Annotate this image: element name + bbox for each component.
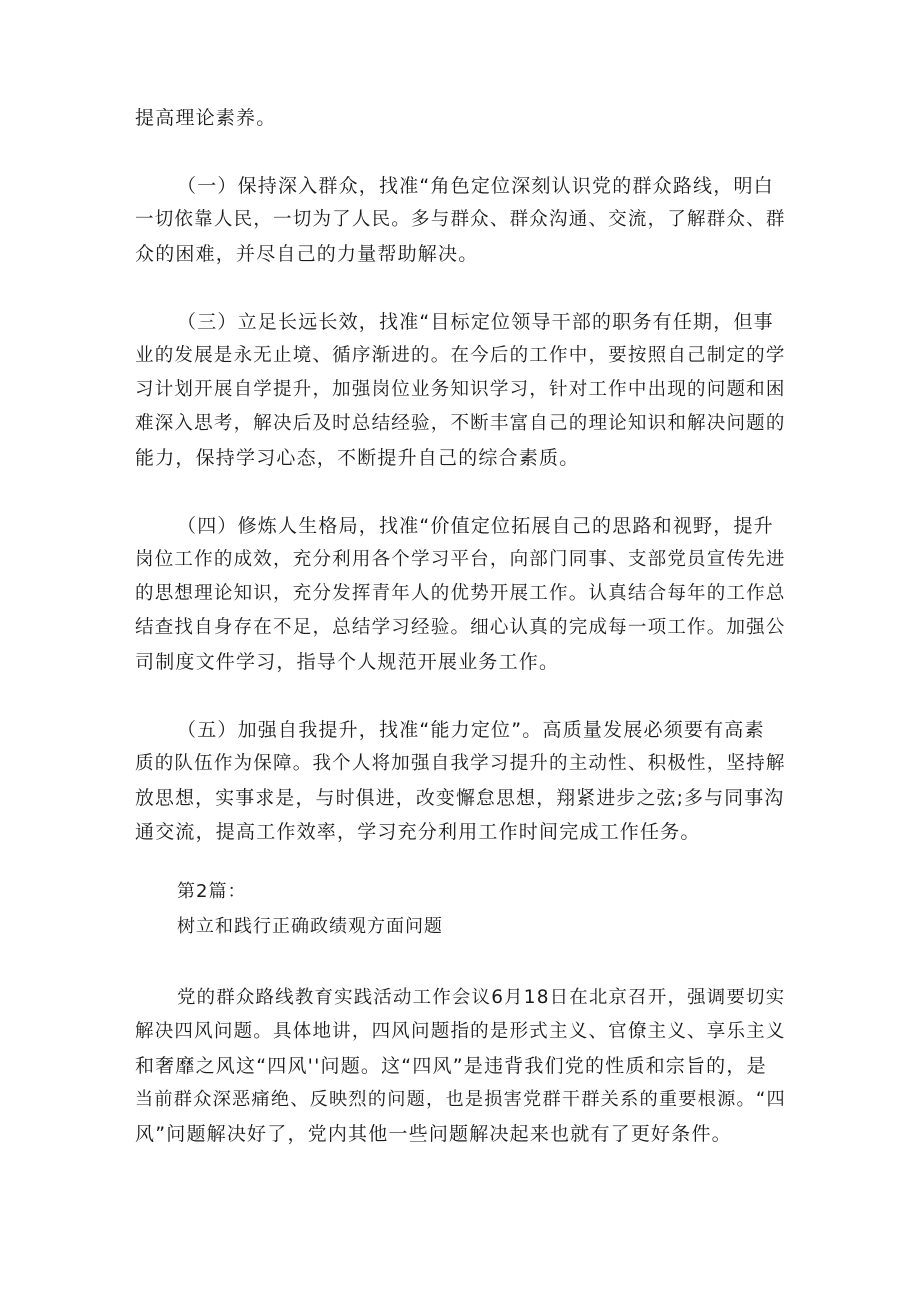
paragraph-line: 党的群众路线教育实践活动工作会议6月18日在北京召开，强调要切实 (177, 987, 786, 1008)
section-label: 第2篇： (177, 881, 247, 902)
paragraph-line: 结查找自身存在不足，总结学习经验。细心认真的完成每一项工作。加强公 (135, 617, 786, 638)
paragraph-line: 当前群众深恶痛绝、反映烈的问题，也是损害党群干群关系的重要根源。“四 (135, 1089, 786, 1110)
paragraph-line: 质的队伍作为保障。我个人将加强自我学习提升的主动性、积极性，坚持解 (135, 753, 786, 774)
paragraph-line: （一）保持深入群众，找准“角色定位深刻认识党的群众路线，明白 (177, 175, 774, 197)
paragraph-line: （五）加强自我提升，找准“能力定位”。高质量发展必须要有高素 (177, 719, 765, 741)
paragraph-line: 通交流，提高工作效率，学习充分利用工作时间完成工作任务。 (135, 821, 701, 843)
paragraph-line: 司制度文件学习，指导个人规范开展业务工作。 (135, 651, 560, 673)
paragraph-line: （四）修炼人生格局，找准“价值定位拓展自己的思路和视野，提升 (177, 515, 774, 537)
paragraph-line: 解决四风问题。具体地讲，四风问题指的是形式主义、官僚主义、享乐主义 (135, 1021, 786, 1042)
paragraph-line: 和奢靡之风这“四风''问题。这“四风”是违背我们党的性质和宗旨的，是 (135, 1055, 767, 1077)
paragraph-line: 一切依靠人民，一切为了人民。多与群众、群众沟通、交流，了解群众、群 (135, 209, 786, 230)
paragraph-line: 众的困难，并尽自己的力量帮助解决。 (135, 243, 479, 265)
paragraph-line: 的思想理论知识，充分发挥青年人的优势开展工作。认真结合每年的工作总 (135, 583, 786, 604)
paragraph-line: 岗位工作的成效，充分利用各个学习平台，向部门同事、支部党员宣传先进 (135, 549, 786, 570)
intro-tail-text: 提高理论素养。 (135, 107, 277, 129)
section-title: 树立和践行正确政绩观方面问题 (177, 916, 443, 937)
paragraph-line: 习计划开展自学提升，加强岗位业务知识学习，针对工作中出现的问题和困 (135, 379, 786, 400)
paragraph-line: 风”问题解决好了，党内其他一些问题解决起来也就有了更好条件。 (135, 1123, 732, 1145)
paragraph-line: 业的发展是永无止境、循序渐进的。在今后的工作中，要按照自己制定的学 (135, 345, 786, 366)
paragraph-line: （三）立足长远长效，找准“目标定位领导干部的职务有任期，但事 (177, 311, 774, 333)
paragraph-line: 能力，保持学习心态，不断提升自己的综合素质。 (135, 447, 580, 469)
paragraph-line: 难深入思考，解决后及时总结经验，不断丰富自己的理论知识和解决问题的 (135, 413, 786, 434)
paragraph-line: 放思想，实事求是，与时俱进，改变懈怠思想，翔紧进步之弦;多与同事沟 (135, 787, 785, 809)
